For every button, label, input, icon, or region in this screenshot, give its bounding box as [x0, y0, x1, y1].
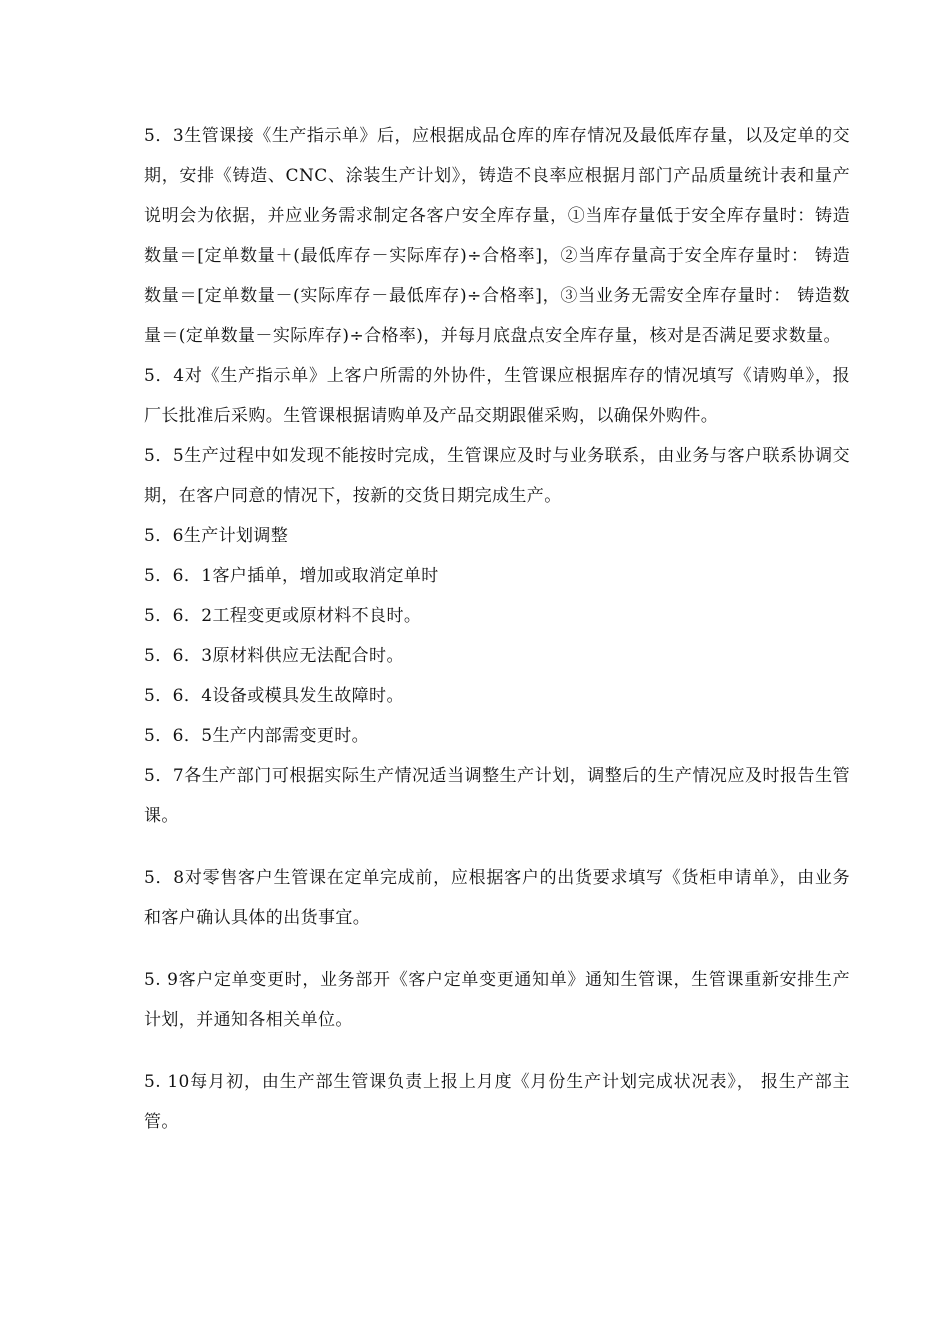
paragraph-5-6-5: 5．6．5生产内部需变更时。	[144, 726, 370, 746]
paragraph-5-6-1: 5．6．1客户插单，增加或取消定单时	[144, 566, 439, 586]
paragraph-5-5: 5．5生产过程中如发现不能按时完成，生管课应及时与业务联系，由业务与客户联系协调交期，在客户同意的情况下，按新的交货日期完成生产。	[144, 446, 850, 506]
paragraph-5-10: 5. 10每月初，由生产部生管课负责上报上月度《月份生产计划完成状况表》， 报生产部主管。	[144, 1072, 850, 1132]
paragraph-5-7: 5．7各生产部门可根据实际生产情况适当调整生产计划，调整后的生产情况应及时报告生管课。	[144, 766, 850, 826]
paragraph-5-6: 5．6生产计划调整	[144, 526, 289, 546]
paragraph-5-9: 5. 9客户定单变更时，业务部开《客户定单变更通知单》通知生管课，生管课重新安排生产计划，并通知各相关单位。	[144, 970, 850, 1030]
paragraph-5-6-2: 5．6．2工程变更或原材料不良时。	[144, 606, 422, 626]
paragraph-5-6-3: 5．6．3原材料供应无法配合时。	[144, 646, 404, 666]
document-body	[144, 116, 850, 1142]
paragraph-5-3: 5．3生管课接《生产指示单》后，应根据成品仓库的库存情况及最低库存量，以及定单的交期，安排《铸造、CNC、涂装生产计划》，铸造不良率应根据月部门产品质量统计表和量产说明会为依据，并应业务需求制定各客户安全库存量，①当库存量低于安全库存量时：铸造数量＝[定单数量＋(最低库存－实际库存)÷合格率]，②当库存量高于安全库存量时： 铸造数量＝[定单数量－(实际库存－最低库存)÷合格率]，③当业务无需安全库存量时： 铸造数量＝(定单数量－实际库存)÷合格率)，并每月底盘点安全库存量，核对是否满足要求数量。	[144, 126, 850, 346]
paragraph-5-8: 5．8对零售客户生管课在定单完成前，应根据客户的出货要求填写《货柜申请单》，由业务和客户确认具体的出货事宜。	[144, 868, 850, 928]
paragraph-5-6-4: 5．6．4设备或模具发生故障时。	[144, 686, 404, 706]
paragraph-5-4: 5．4对《生产指示单》上客户所需的外协件，生管课应根据库存的情况填写《请购单》，报厂长批准后采购。生管课根据请购单及产品交期跟催采购，以确保外购件。	[144, 366, 850, 426]
